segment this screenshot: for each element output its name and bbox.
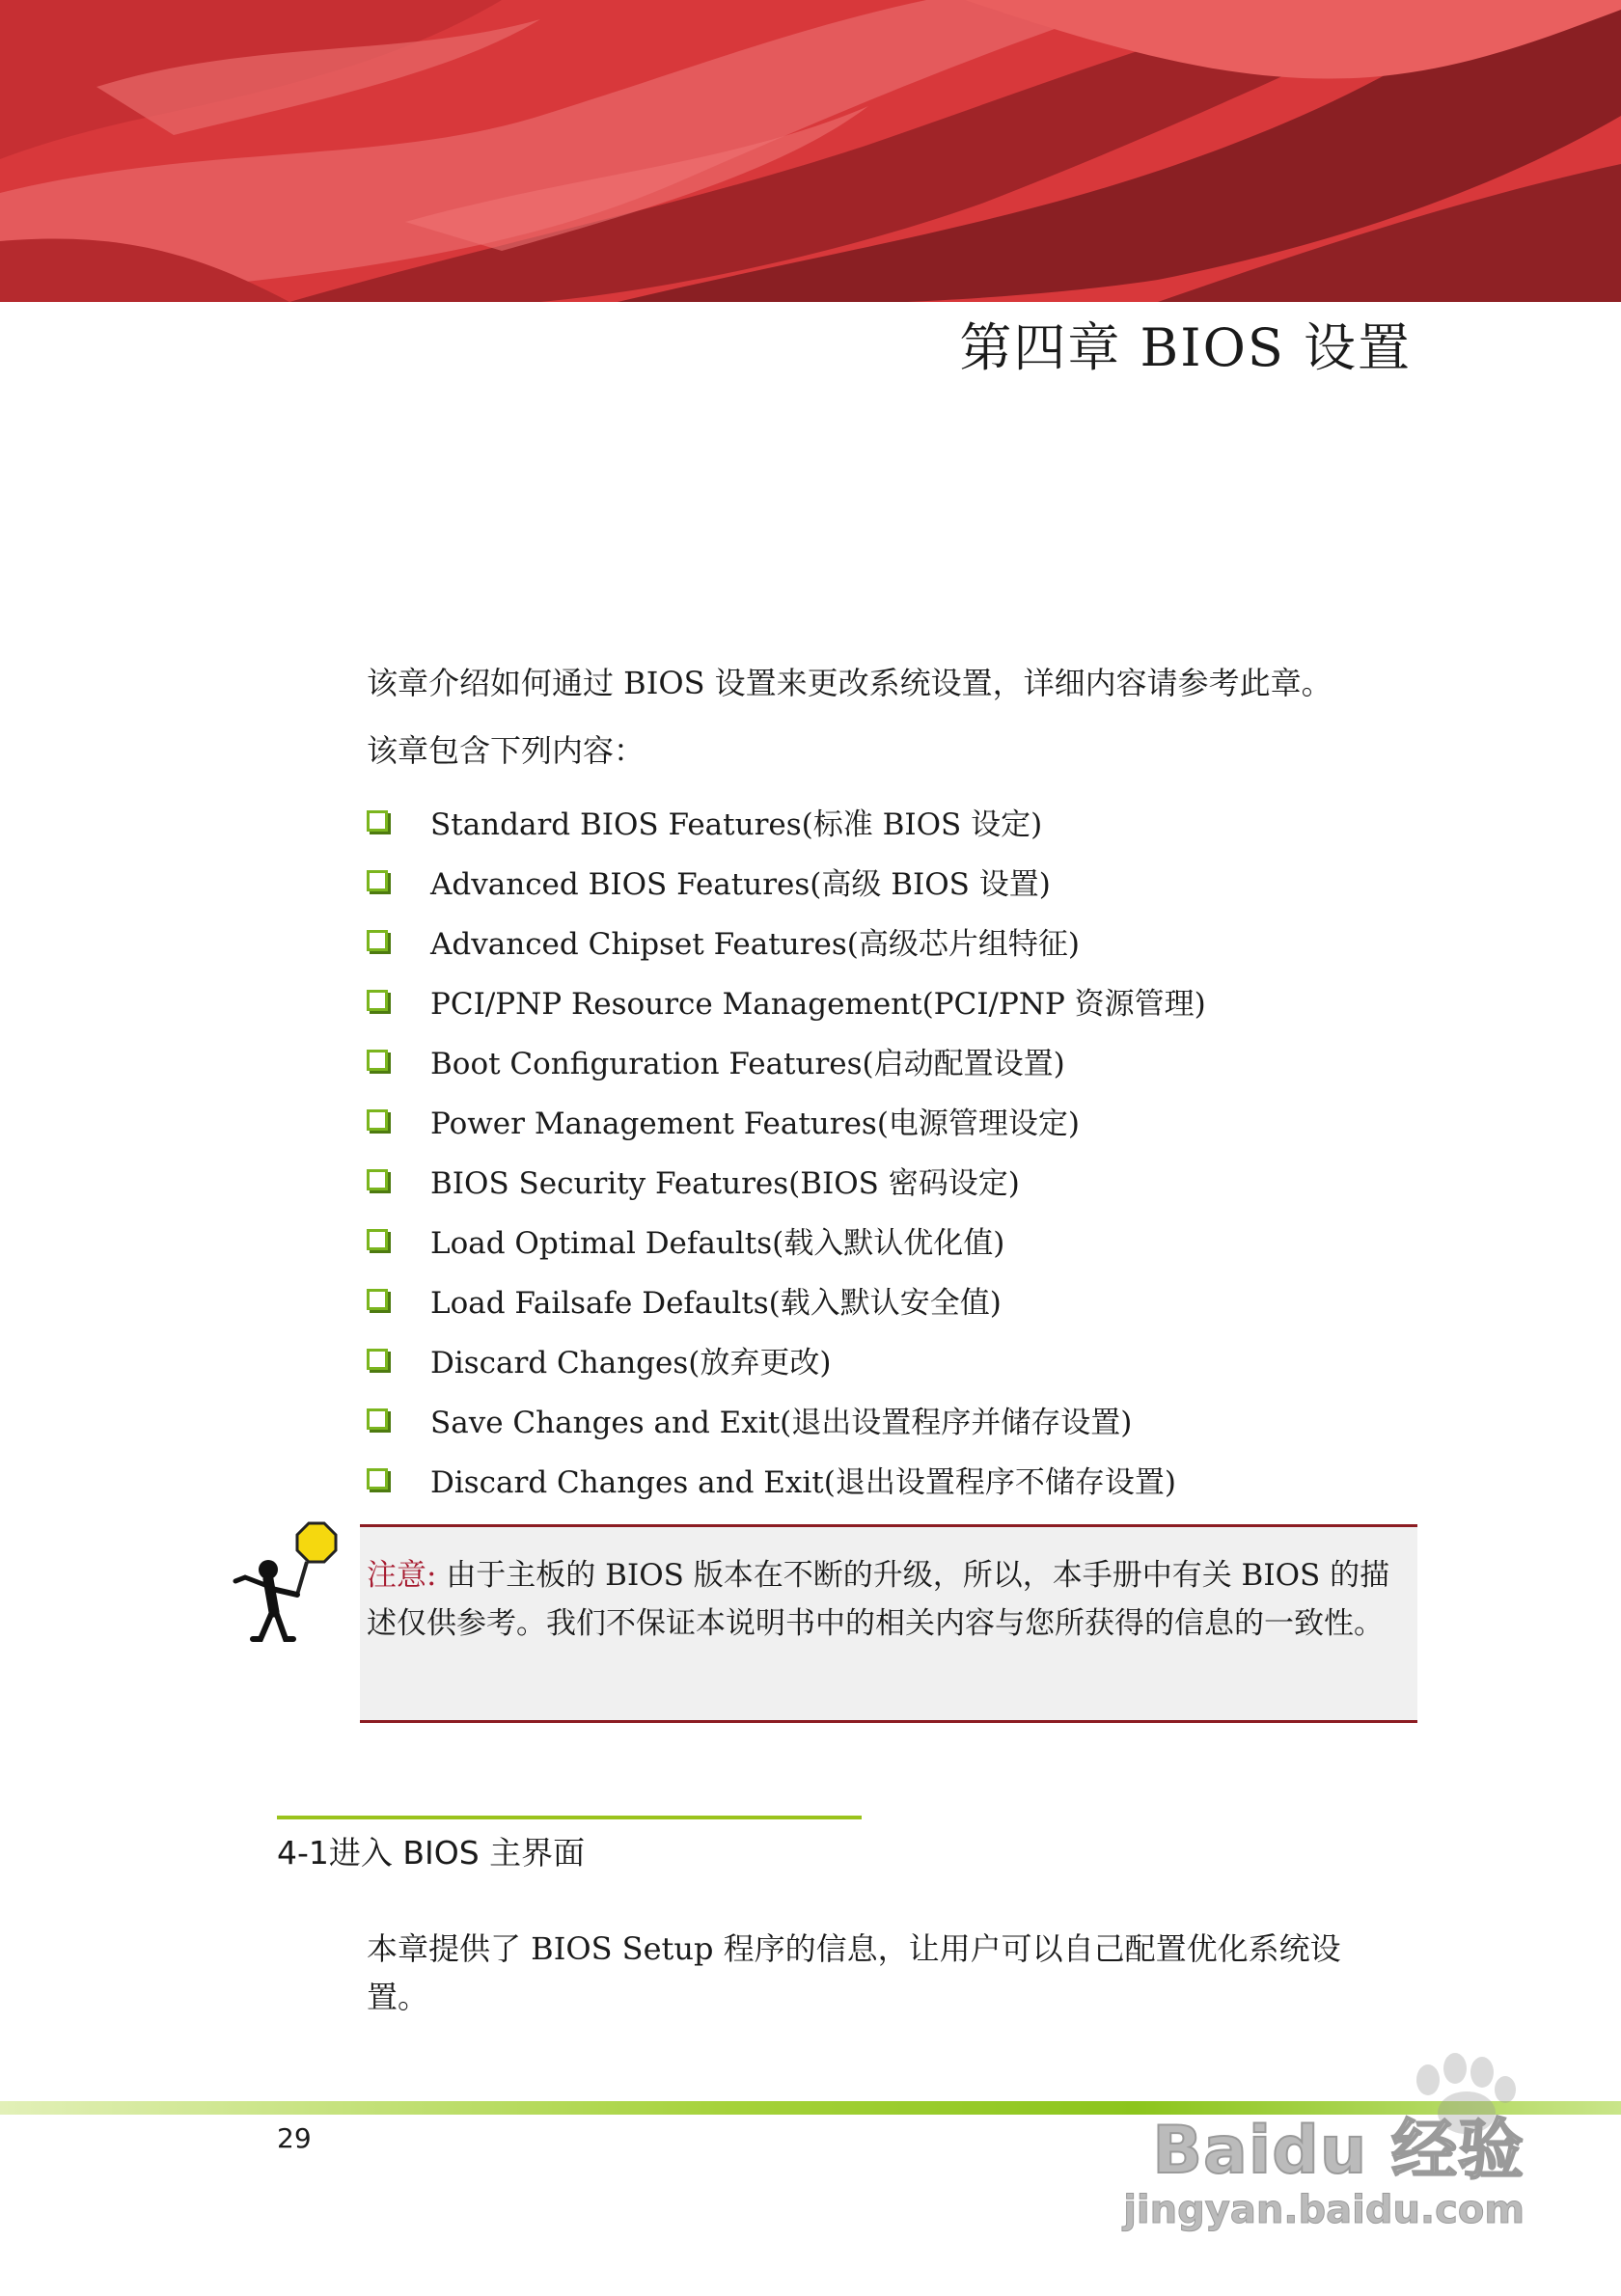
list-item	[367, 970, 1428, 1030]
chapter-contents-list	[367, 791, 1428, 1509]
checkbox-bullet-icon	[367, 1169, 388, 1190]
checkbox-bullet-icon	[367, 1408, 388, 1430]
stop-sign-figure-icon	[228, 1519, 353, 1645]
list-item-label: Load Failsafe Defaults(载入默认安全值)	[430, 1285, 1002, 1321]
list-item-label: Power Management Features(电源管理设定)	[430, 1106, 1081, 1141]
note-body: 由于主板的 BIOS 版本在不断的升级，所以，本手册中有关 BIOS 的描述仅供参考。我们不保证本说明书中的相关内容与您所获得的信息的一致性。	[367, 1558, 1390, 1641]
header-banner-art	[0, 0, 1621, 302]
intro-line-2: 该章包含下列内容：	[367, 732, 646, 769]
watermark-url: jingyan.baidu.com	[1123, 2188, 1525, 2232]
list-item	[367, 1150, 1428, 1210]
watermark-brand: Baidu 经验	[1152, 2113, 1525, 2189]
list-item-label: BIOS Security Features(BIOS 密码设定)	[430, 1165, 1020, 1201]
list-item-label: PCI/PNP Resource Management(PCI/PNP 资源管理)	[430, 986, 1206, 1022]
list-item	[367, 1090, 1428, 1150]
checkbox-bullet-icon	[367, 1468, 388, 1490]
note-label: 注意:	[367, 1558, 437, 1593]
checkbox-bullet-icon	[367, 1229, 388, 1250]
checkbox-bullet-icon	[367, 930, 388, 951]
note-text	[367, 1551, 1399, 1648]
list-item-label: Load Optimal Defaults(载入默认优化值)	[430, 1225, 1005, 1261]
list-item	[367, 1389, 1428, 1449]
list-item-label: Boot Configuration Features(启动配置设置)	[430, 1046, 1065, 1081]
section-divider	[277, 1816, 862, 1819]
checkbox-bullet-icon	[367, 1109, 388, 1131]
list-item-label: Standard BIOS Features(标准 BIOS 设定)	[430, 806, 1043, 842]
list-item-label: Advanced BIOS Features(高级 BIOS 设置)	[430, 866, 1051, 902]
list-item-label: Advanced Chipset Features(高级芯片组特征)	[430, 926, 1080, 962]
section-body: 本章提供了 BIOS Setup 程序的信息，让用户可以自己配置优化系统设置。	[367, 1930, 1341, 2015]
list-item-label: Discard Changes and Exit(退出设置程序不储存设置)	[430, 1464, 1176, 1500]
checkbox-bullet-icon	[367, 810, 388, 832]
list-item	[367, 1329, 1428, 1389]
list-item	[367, 851, 1428, 911]
checkbox-bullet-icon	[367, 1050, 388, 1071]
list-item-label: Save Changes and Exit(退出设置程序并储存设置)	[430, 1405, 1133, 1440]
checkbox-bullet-icon	[367, 1349, 388, 1370]
intro-line-1: 该章介绍如何通过 BIOS 设置来更改系统设置，详细内容请参考此章。	[367, 665, 1333, 701]
list-item	[367, 1449, 1428, 1509]
section-heading: 4-1进入 BIOS 主界面	[277, 1834, 586, 1872]
list-item-label: Discard Changes(放弃更改)	[430, 1345, 832, 1380]
list-item	[367, 1270, 1428, 1329]
list-item	[367, 1030, 1428, 1090]
checkbox-bullet-icon	[367, 870, 388, 891]
chapter-title: 第四章 BIOS 设置	[959, 317, 1412, 378]
list-item	[367, 911, 1428, 970]
checkbox-bullet-icon	[367, 1289, 388, 1310]
checkbox-bullet-icon	[367, 990, 388, 1011]
page-number: 29	[277, 2122, 312, 2154]
list-item	[367, 1210, 1428, 1270]
list-item	[367, 791, 1428, 851]
